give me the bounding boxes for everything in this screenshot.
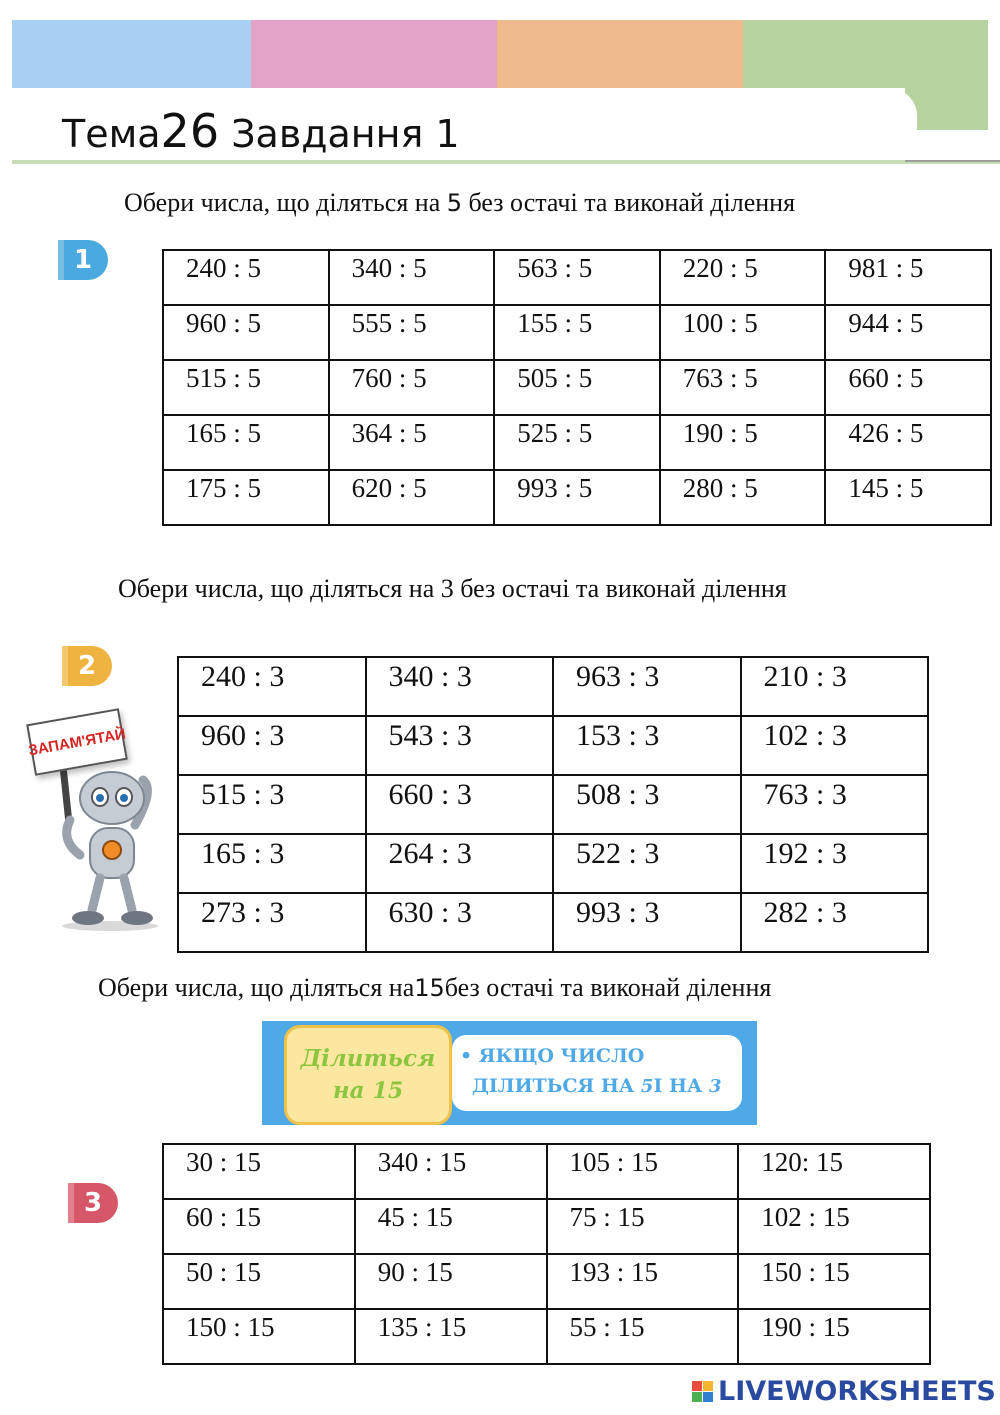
table-cell[interactable]: 165 : 3 — [178, 834, 366, 893]
rule-title-line2 — [333, 1075, 403, 1107]
header-band-orange — [497, 20, 743, 88]
table-cell[interactable]: 145 : 5 — [825, 470, 991, 525]
table-cell[interactable]: 210 : 3 — [741, 657, 929, 716]
table-cell[interactable]: 175 : 5 — [163, 470, 329, 525]
rule-num-b: 3 — [709, 1076, 722, 1097]
table-cell[interactable]: 340 : 15 — [355, 1144, 547, 1199]
table-cell[interactable]: 508 : 3 — [553, 775, 741, 834]
table-cell[interactable]: 340 : 5 — [329, 250, 495, 305]
divisibility-rule-box — [262, 1021, 757, 1125]
rule-title-number: 15 — [372, 1078, 404, 1104]
table-cell[interactable]: 760 : 5 — [329, 360, 495, 415]
table-cell[interactable]: 105 : 15 — [547, 1144, 739, 1199]
table-cell[interactable]: 264 : 3 — [366, 834, 554, 893]
table-cell[interactable]: 763 : 5 — [660, 360, 826, 415]
table-cell[interactable]: 963 : 3 — [553, 657, 741, 716]
title-prefix: Тема — [62, 112, 161, 156]
table-cell[interactable]: 763 : 3 — [741, 775, 929, 834]
table-cell[interactable]: 153 : 3 — [553, 716, 741, 775]
table-cell[interactable]: 960 : 3 — [178, 716, 366, 775]
liveworksheets-logo-icon — [692, 1381, 714, 1403]
task2-badge: 2 — [62, 646, 112, 686]
task3-instr-text: Обери числа, що діляться на — [98, 973, 415, 1002]
title-suffix: Завдання 1 — [231, 112, 460, 156]
table-row — [163, 415, 991, 470]
table-cell[interactable]: 993 : 5 — [494, 470, 660, 525]
logo-text: LIVEWORKSHEETS — [718, 1376, 996, 1407]
task3-instruction — [98, 973, 771, 1003]
table-row — [163, 470, 991, 525]
table-cell[interactable]: 505 : 5 — [494, 360, 660, 415]
header-band-green — [743, 20, 988, 88]
task2-instruction: Обери числа, що діляться на 3 без остачі та виконай ділення — [118, 574, 787, 603]
title-number: 26 — [160, 104, 220, 158]
robot-mascot-icon — [40, 760, 165, 932]
table-cell[interactable]: 240 : 5 — [163, 250, 329, 305]
table-row — [178, 657, 928, 716]
table-row — [178, 716, 928, 775]
rule-num-a: 5 — [640, 1076, 654, 1097]
rule-title-line1: Ділиться — [300, 1045, 436, 1072]
table-cell[interactable]: 190 : 5 — [660, 415, 826, 470]
table-cell[interactable]: 150 : 15 — [738, 1254, 930, 1309]
table-cell[interactable]: 150 : 15 — [163, 1309, 355, 1364]
table-row — [178, 834, 928, 893]
table-cell[interactable]: 630 : 3 — [366, 893, 554, 952]
table-cell[interactable]: 30 : 15 — [163, 1144, 355, 1199]
table-cell[interactable]: 60 : 15 — [163, 1199, 355, 1254]
rule-title-word: на — [332, 1077, 365, 1104]
table-cell[interactable]: 100 : 5 — [660, 305, 826, 360]
task1-table — [162, 249, 992, 526]
table-cell[interactable]: 944 : 5 — [825, 305, 991, 360]
task1-divisor: 5 — [446, 189, 463, 217]
table-cell[interactable]: 522 : 3 — [553, 834, 741, 893]
table-cell[interactable]: 660 : 3 — [366, 775, 554, 834]
header-band-pink — [251, 20, 497, 88]
rule-text-part-b: І НА — [653, 1075, 703, 1097]
remember-sign: ЗАПАМ'ЯТАЙ — [26, 708, 128, 776]
table-cell[interactable]: 282 : 3 — [741, 893, 929, 952]
table-row — [163, 1309, 930, 1364]
task3-divisor: 15 — [414, 974, 445, 1002]
table-row — [163, 360, 991, 415]
table-cell[interactable]: 340 : 3 — [366, 657, 554, 716]
table-row — [178, 893, 928, 952]
table-cell[interactable]: 90 : 15 — [355, 1254, 547, 1309]
table-cell[interactable]: 620 : 5 — [329, 470, 495, 525]
table-cell[interactable]: 155 : 5 — [494, 305, 660, 360]
rule-text-line2 — [460, 1071, 742, 1102]
table-cell[interactable]: 543 : 3 — [366, 716, 554, 775]
table-cell[interactable]: 960 : 5 — [163, 305, 329, 360]
header-band-blue — [12, 20, 251, 88]
table-row — [178, 775, 928, 834]
table-cell[interactable]: 273 : 3 — [178, 893, 366, 952]
table-cell[interactable]: 660 : 5 — [825, 360, 991, 415]
table-cell[interactable]: 525 : 5 — [494, 415, 660, 470]
table-cell[interactable]: 193 : 15 — [547, 1254, 739, 1309]
table-cell[interactable]: 102 : 15 — [738, 1199, 930, 1254]
table-cell[interactable]: 135 : 15 — [355, 1309, 547, 1364]
task3-badge: 3 — [68, 1183, 118, 1223]
table-row — [163, 1199, 930, 1254]
table-cell[interactable]: 55 : 15 — [547, 1309, 739, 1364]
header-band-green-tail — [905, 88, 988, 130]
table-cell[interactable]: 515 : 5 — [163, 360, 329, 415]
table-cell[interactable]: 50 : 15 — [163, 1254, 355, 1309]
table-cell[interactable]: 426 : 5 — [825, 415, 991, 470]
rule-text — [452, 1035, 742, 1111]
table-row — [163, 250, 991, 305]
table-cell[interactable]: 280 : 5 — [660, 470, 826, 525]
table-cell[interactable]: 563 : 5 — [494, 250, 660, 305]
table-row — [163, 1254, 930, 1309]
table-row — [163, 305, 991, 360]
task3-table — [162, 1143, 931, 1365]
task1-instruction — [124, 188, 795, 218]
task3-instr-text-end: без остачі та виконай ділення — [444, 973, 772, 1002]
page-title — [62, 104, 460, 158]
table-cell[interactable]: 240 : 3 — [178, 657, 366, 716]
task1-instr-text: Обери числа, що діляться на — [124, 188, 447, 217]
table-cell[interactable]: 364 : 5 — [329, 415, 495, 470]
table-cell[interactable]: 75 : 15 — [547, 1199, 739, 1254]
table-cell[interactable]: 102 : 3 — [741, 716, 929, 775]
rule-text-part-a: ДІЛИТЬСЯ НА — [472, 1075, 635, 1097]
table-cell[interactable]: 165 : 5 — [163, 415, 329, 470]
rule-text-line1: • ЯКЩО ЧИСЛО — [460, 1045, 645, 1067]
table-cell[interactable]: 515 : 3 — [178, 775, 366, 834]
task1-instr-text-end: без остачі та виконай ділення — [462, 188, 796, 217]
rule-title — [284, 1025, 452, 1125]
table-cell[interactable]: 555 : 5 — [329, 305, 495, 360]
task2-table — [177, 656, 929, 953]
table-cell[interactable]: 220 : 5 — [660, 250, 826, 305]
title-underline-gray — [905, 160, 1000, 162]
liveworksheets-logo — [692, 1376, 996, 1407]
table-cell[interactable]: 45 : 15 — [355, 1199, 547, 1254]
title-underline — [12, 160, 1000, 164]
table-cell[interactable]: 981 : 5 — [825, 250, 991, 305]
task1-badge: 1 — [58, 240, 108, 280]
table-cell[interactable]: 120: 15 — [738, 1144, 930, 1199]
table-cell[interactable]: 993 : 3 — [553, 893, 741, 952]
table-cell[interactable]: 192 : 3 — [741, 834, 929, 893]
table-cell[interactable]: 190 : 15 — [738, 1309, 930, 1364]
table-row — [163, 1144, 930, 1199]
